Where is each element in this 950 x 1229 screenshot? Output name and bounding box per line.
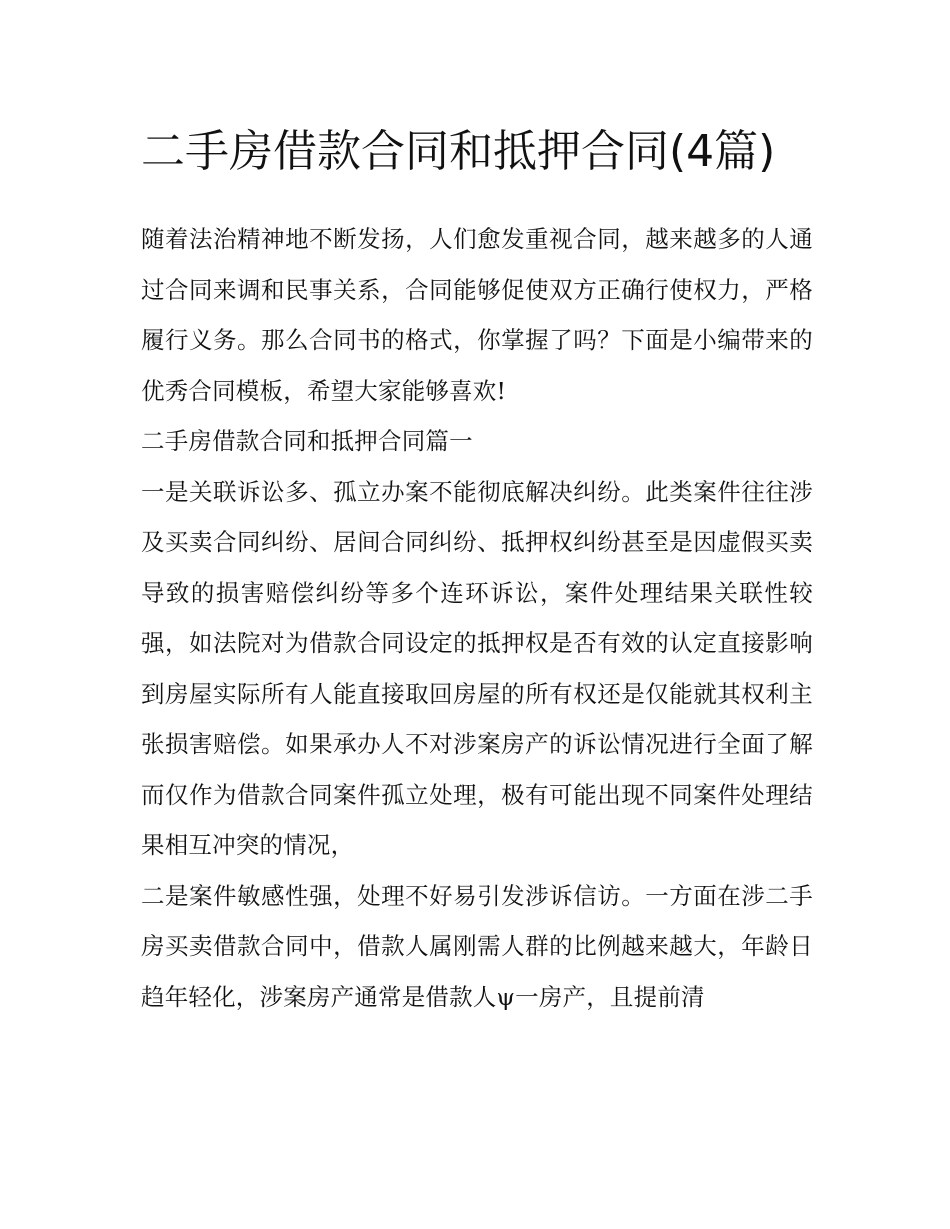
section-heading: 二手房借款合同和抵押合同篇一 <box>141 427 473 455</box>
body-paragraph-2: 二是案件敏感性强，处理不好易引发涉诉信访。一方面在涉二手房买卖借款合同中，借款人属刚需人群的比例越来越大，年龄日趋年轻化，涉案房产通常是借款人ψ一房产，且提前清 <box>141 881 813 1011</box>
document-title: 二手房借款合同和抵押合同(4篇) <box>141 126 776 177</box>
document-body <box>141 112 813 1022</box>
body-paragraph-1: 一是关联诉讼多、孤立办案不能彻底解决纠纷。此类案件往往涉及买卖合同纠纷、居间合同纠纷、抵押权纠纷甚至是因虚假买卖导致的损害赔偿纠纷等多个连环诉讼，案件处理结果关联性较强，如法院对为借款合同设定的抵押权是否有效的认定直接影响到房屋实际所有人能直接取回房屋的所有权还是仅能就其权利主张损害赔偿。如果承办人不对涉案房产的诉讼情况进行全面了解而仅作为借款合同案件孤立处理，极有可能出现不同案件处理结果相互冲突的情况， <box>141 477 813 859</box>
intro-paragraph: 随着法治精神地不断发扬，人们愈发重视合同，越来越多的人通过合同来调和民事关系，合同能够促使双方正确行使权力，严格履行义务。那么合同书的格式，你掌握了吗？下面是小编带来的优秀合同模板，希望大家能够喜欢! <box>141 225 813 405</box>
